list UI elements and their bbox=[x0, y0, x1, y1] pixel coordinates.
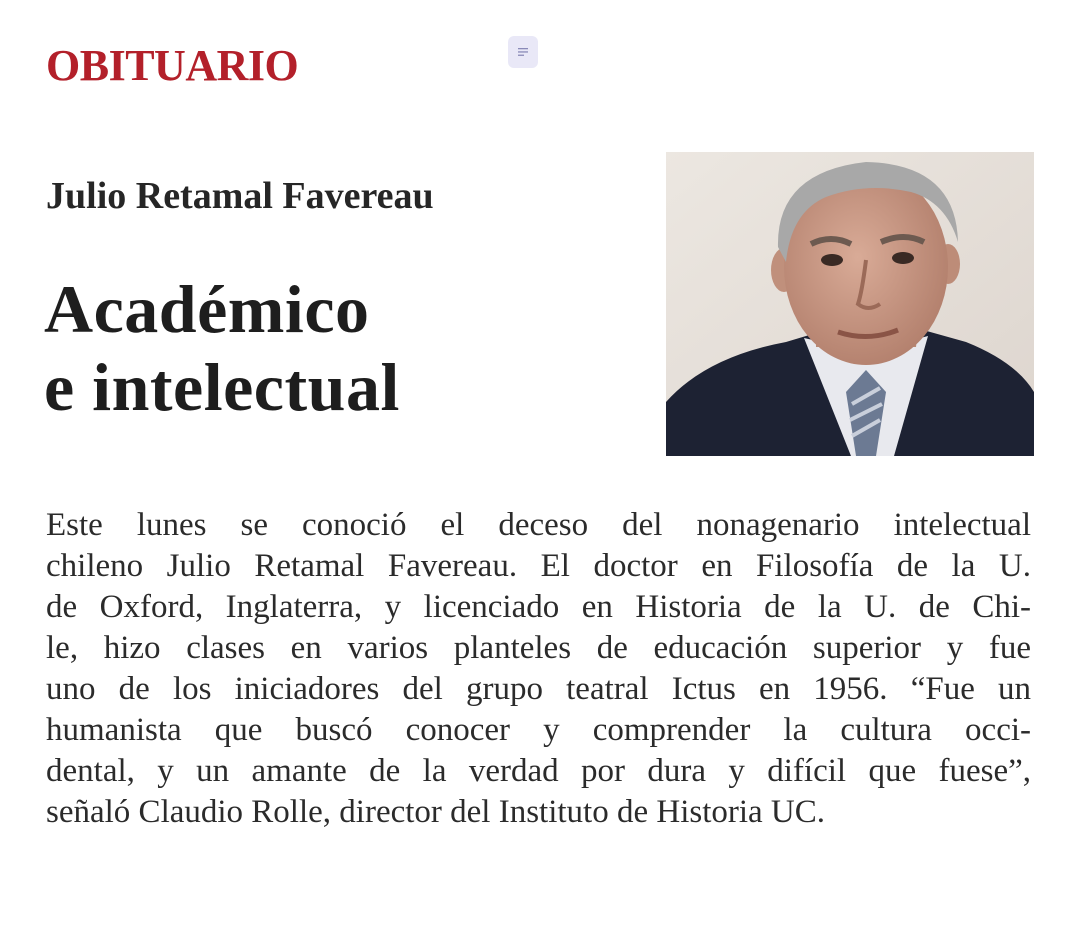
body-line: uno de los iniciadores del grupo teatral Ictus en 1956. “Fue un bbox=[46, 671, 1031, 707]
body-line: de Oxford, Inglaterra, y licenciado en Historia de la U. de Chi- bbox=[46, 589, 1031, 625]
headline bbox=[44, 270, 644, 426]
body-line: señaló Claudio Rolle, director del Instituto de Historia UC. bbox=[46, 794, 826, 830]
body-line: le, hizo clases en varios planteles de educación superior y fue bbox=[46, 630, 1031, 666]
body-line: Este lunes se conoció el deceso del nonagenario intelectual bbox=[46, 507, 1031, 543]
menu-button[interactable] bbox=[508, 36, 538, 68]
section-label: OBITUARIO bbox=[46, 41, 299, 90]
body-line: humanista que buscó conocer y comprender la cultura occi- bbox=[46, 712, 1031, 748]
body-line: chileno Julio Retamal Favereau. El doctor en Filosofía de la U. bbox=[46, 548, 1031, 584]
headline-line-2: e intelectual bbox=[44, 349, 400, 425]
portrait-photo bbox=[666, 152, 1034, 456]
menu-lines-icon bbox=[517, 47, 529, 57]
person-name: Julio Retamal Favereau bbox=[46, 175, 434, 217]
body-line: dental, y un amante de la verdad por dura y difícil que fuese”, bbox=[46, 753, 1031, 789]
headline-line-1: Académico bbox=[44, 271, 370, 347]
article-body bbox=[46, 505, 1031, 833]
